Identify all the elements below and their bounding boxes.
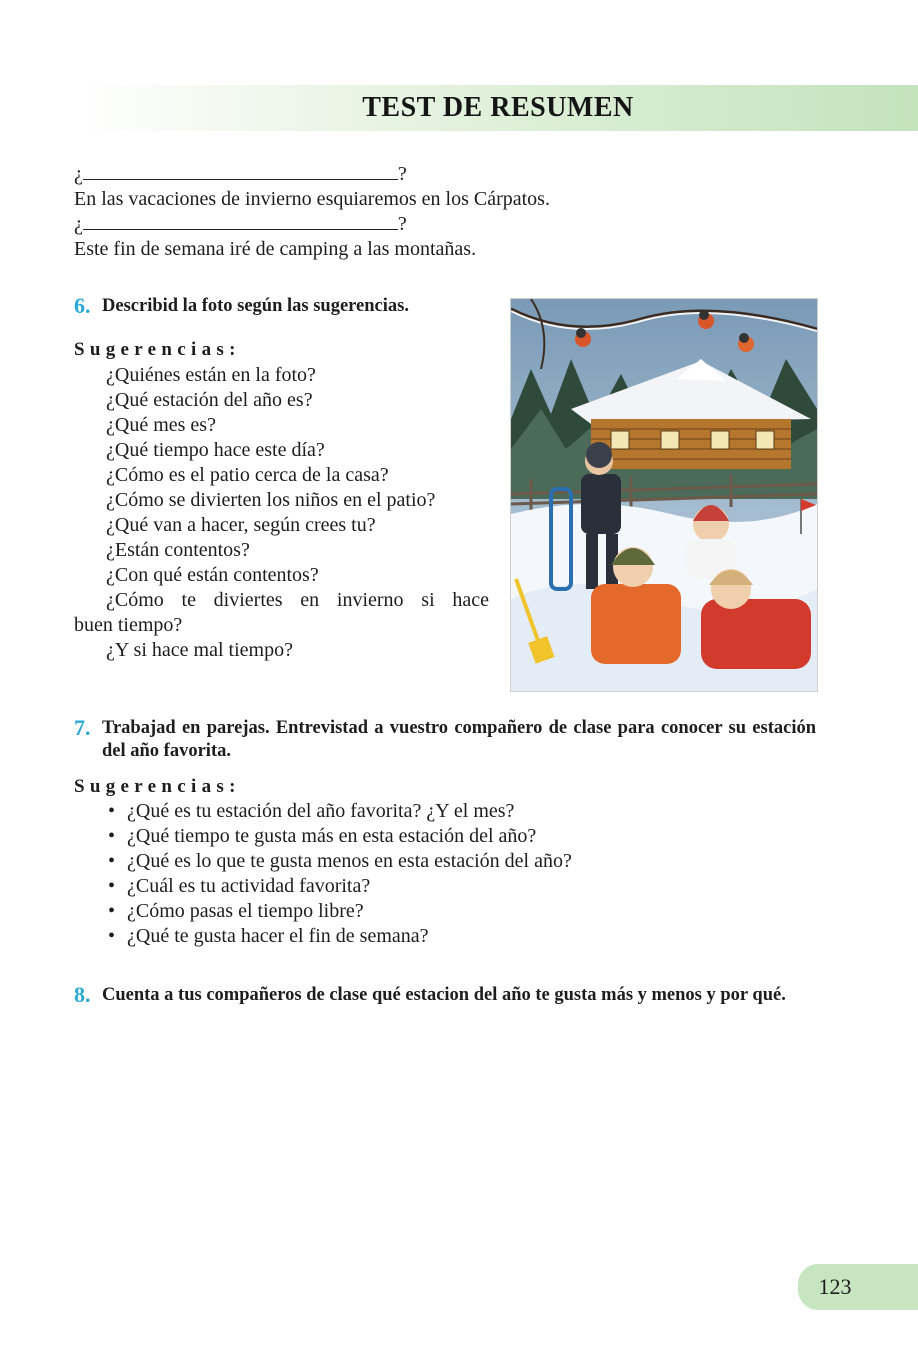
exercise-number: 7.: [74, 715, 91, 740]
bullet-icon: •: [108, 900, 116, 922]
bullet-icon: •: [108, 800, 116, 822]
exercise-6: [74, 293, 489, 663]
exercise-number: 8.: [74, 982, 91, 1007]
list-item: ¿Qué van a hacer, según crees tu?: [106, 514, 376, 536]
page-title: TEST DE RESUMEN: [362, 92, 634, 123]
list-item: • ¿Qué es tu estación del año favorita? ¿Y el mes?: [108, 800, 515, 822]
list-item: ¿Qué tiempo hace este día?: [106, 439, 325, 461]
bullet-list: [74, 799, 816, 949]
list-item: ¿Y si hace mal tiempo?: [106, 639, 293, 661]
list-item: ¿Qué estación del año es?: [106, 389, 313, 411]
bullet-icon: •: [108, 850, 116, 872]
bullet-icon: •: [108, 875, 116, 897]
bullet-icon: •: [108, 925, 116, 947]
list-item: ¿Cómo es el patio cerca de la casa?: [106, 464, 389, 486]
list-item: ¿Están contentos?: [106, 539, 250, 561]
list-item: ¿Cómo se divierten los niños en el patio?: [106, 489, 436, 511]
exercise-instruction: Trabajad en parejas. Entrevistad a vuestro compañero de clase para conocer su estación del año favorita.: [102, 718, 816, 761]
question-list: [74, 363, 489, 663]
winter-scene-illustration: [511, 299, 817, 691]
answer-line: En las vacaciones de invierno esquiaremos en los Cárpatos.: [74, 188, 550, 210]
question-blank-1: ¿ ?: [74, 163, 407, 185]
blank-line: [83, 212, 398, 230]
list-item: • ¿Cómo pasas el tiempo libre?: [108, 900, 364, 922]
bullet-icon: •: [108, 825, 116, 847]
winter-photo: [510, 298, 818, 692]
exercise-number: 6.: [74, 293, 91, 318]
list-item: ¿Con qué están contentos?: [106, 564, 319, 586]
exercise-8: [74, 982, 816, 1007]
list-item: • ¿Qué es lo que te gusta menos en esta estación del año?: [108, 850, 572, 872]
header-band: [78, 85, 918, 131]
exercise-instruction: Describid la foto según las sugerencias.: [102, 296, 409, 316]
page-number: 123: [818, 1274, 852, 1299]
answer-line: Este fin de semana iré de camping a las montañas.: [74, 238, 477, 260]
exercise-instruction: Cuenta a tus compañeros de clase qué estacion del año te gusta más y menos y por qué.: [102, 985, 786, 1005]
list-item: ¿Quiénes están en la foto?: [106, 364, 316, 386]
list-item: • ¿Qué tiempo te gusta más en esta estación del año?: [108, 825, 537, 847]
list-item: • ¿Qué te gusta hacer el fin de semana?: [108, 925, 429, 947]
blank-line: [83, 162, 398, 180]
question-blank-2: ¿ ?: [74, 213, 407, 235]
list-item: • ¿Cuál es tu actividad favorita?: [108, 875, 371, 897]
list-item: ¿Cómo te diviertes en invierno si hace: [106, 589, 489, 611]
qa-block: [74, 162, 674, 262]
list-item: buen tiempo?: [74, 614, 183, 636]
sugerencias-title: Sugerencias:: [74, 776, 241, 797]
list-item: ¿Qué mes es?: [106, 414, 216, 436]
exercise-7: [74, 715, 816, 949]
page-number-tab: [798, 1264, 918, 1310]
sugerencias-title: Sugerencias:: [74, 339, 241, 360]
